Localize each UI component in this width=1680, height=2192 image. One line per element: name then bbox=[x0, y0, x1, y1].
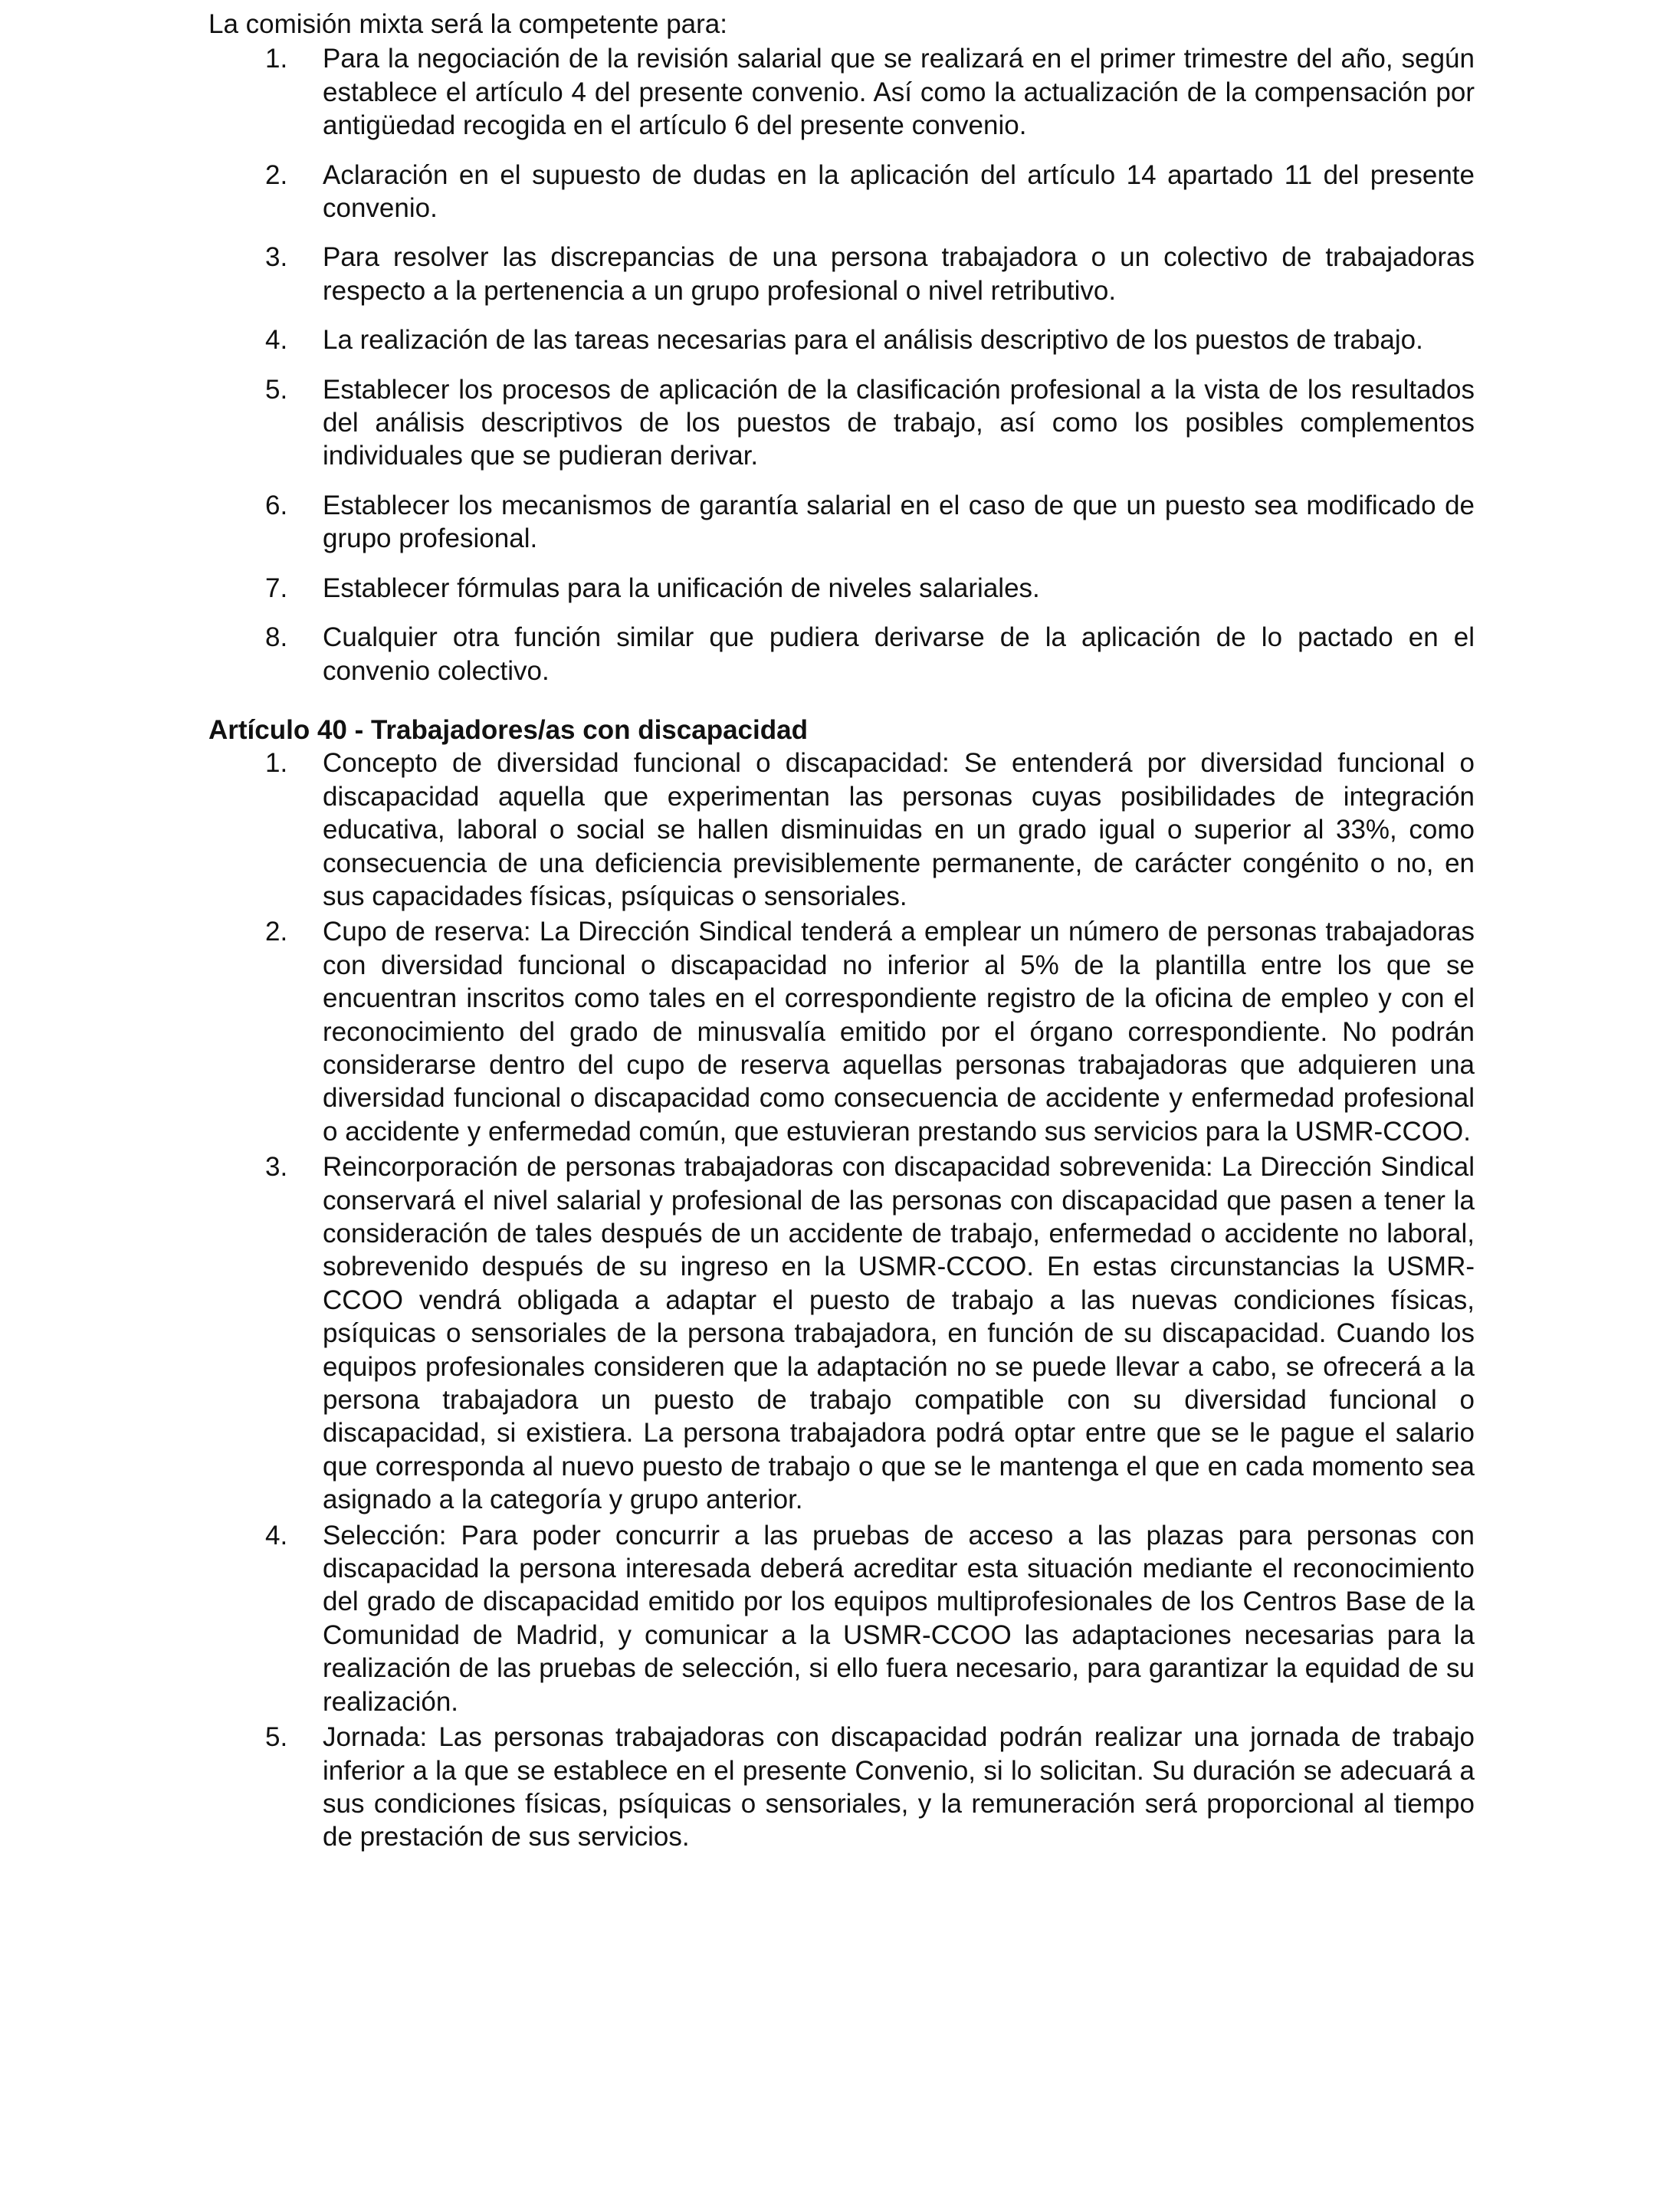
list-item-number: 2. bbox=[265, 159, 288, 190]
document-body bbox=[208, 8, 1475, 1856]
list-item-text: Cupo de reserva: La Dirección Sindical tenderá a emplear un número de personas trabajadoras con diversidad funcional o discapacidad no inferior al 5% de la plantilla entre los que se encuentran inscritos como tales en el correspondiente registro de la oficina de empleo y con el reconocimiento del grado de minusvalía emitido por el órgano correspondiente. No podrán considerarse dentro del cupo de reserva aquellas personas trabajadoras que adquieren una diversidad funcional o discapacidad como consecuencia de accidente y enfermedad profesional o accidente y enfermedad común, que estuvieran prestando sus servicios para la USMR-CCOO. bbox=[323, 917, 1475, 1147]
list-item-text: Establecer fórmulas para la unificación de niveles salariales. bbox=[323, 573, 1040, 603]
list-item bbox=[208, 373, 1475, 473]
list-item bbox=[208, 621, 1475, 687]
list-item-text: Establecer los mecanismos de garantía salarial en el caso de que un puesto sea modificado de grupo profesional. bbox=[323, 490, 1475, 554]
list-item-number: 6. bbox=[265, 490, 288, 520]
list-item-number: 4. bbox=[265, 1520, 288, 1550]
list-item-text: Para resolver las discrepancias de una persona trabajadora o un colectivo de trabajadoras respecto a la pertenencia a un grupo profesional o nivel retributivo. bbox=[323, 242, 1475, 306]
list-item bbox=[208, 489, 1475, 556]
list-item bbox=[208, 1150, 1475, 1516]
list-item-text: Reincorporación de personas trabajadoras con discapacidad sobrevenida: La Dirección Sindical conservará el nivel salarial y profesional de las personas con discapacidad que pasen a tener la consideración de tales después de un accidente de trabajo, enfermedad o accidente no laboral, sobrevenido después de su ingreso en la USMR-CCOO. En estas circunstancias la USMR-CCOO vendrá obligada a adaptar el puesto de trabajo a las nuevas condiciones físicas, psíquicas o sensoriales de la persona trabajadora, en función de su discapacidad. Cuando los equipos profesionales consideren que la adaptación no se puede llevar a cabo, se ofrecerá a la persona trabajadora un puesto de trabajo compatible con su diversidad funcional o discapacidad, si existiera. La persona trabajadora podrá optar entre que se le pague el salario que corresponda al nuevo puesto de trabajo o que se le mantenga el que en cada momento sea asignado a la categoría y grupo anterior. bbox=[323, 1152, 1475, 1515]
list-item bbox=[208, 323, 1475, 356]
list-item-text: La realización de las tareas necesarias para el análisis descriptivo de los puestos de trabajo. bbox=[323, 325, 1423, 356]
list-item-text: Aclaración en el supuesto de dudas en la aplicación del artículo 14 apartado 11 del presente convenio. bbox=[323, 159, 1475, 224]
list-item-number: 7. bbox=[265, 573, 288, 603]
disability-provisions-list bbox=[208, 747, 1475, 1853]
list-item bbox=[208, 1519, 1475, 1718]
list-item-number: 3. bbox=[265, 1152, 288, 1183]
list-item bbox=[208, 42, 1475, 142]
commission-duties-list bbox=[208, 42, 1475, 687]
intro-paragraph: La comisión mixta será la competente para: bbox=[208, 9, 727, 39]
list-item-text: Selección: Para poder concurrir a las pruebas de acceso a las plazas para personas con discapacidad la persona interesada deberá acreditar esta situación mediante el reconocimiento del grado de discapacidad emitido por los equipos multiprofesionales de los Centros Base de la Comunidad de Madrid, y comunicar a la USMR-CCOO las adaptaciones necesarias para la realización de las pruebas de selección, si ello fuera necesario, para garantizar la equidad de su realización. bbox=[323, 1520, 1475, 1717]
list-item-text: Para la negociación de la revisión salarial que se realizará en el primer trimestre del año, según establece el artículo 4 del presente convenio. Así como la actualización de la compensación por antigüedad recogida en el artículo 6 del presente convenio. bbox=[323, 44, 1475, 141]
list-item bbox=[208, 159, 1475, 225]
list-item-text: Concepto de diversidad funcional o discapacidad: Se entenderá por diversidad funcional o discapacidad aquella que experimentan las personas cuyas posibilidades de integración educativa, laboral o social se hallen disminuidas en un grado igual o superior al 33%, como consecuencia de una deficiencia previsiblemente permanente, de carácter congénito o no, en sus capacidades físicas, psíquicas o sensoriales. bbox=[323, 748, 1475, 911]
list-item-number: 8. bbox=[265, 622, 288, 653]
list-item bbox=[208, 1721, 1475, 1854]
list-item bbox=[208, 241, 1475, 307]
article-heading: Artículo 40 - Trabajadores/as con discapacidad bbox=[208, 714, 808, 745]
list-item-text: Jornada: Las personas trabajadoras con discapacidad podrán realizar una jornada de trabajo inferior a la que se establece en el presente Convenio, si lo solicitan. Su duración se adecuará a sus condiciones físicas, psíquicas o sensoriales, y la remuneración será proporcional al tiempo de prestación de sus servicios. bbox=[323, 1722, 1475, 1852]
list-item-number: 1. bbox=[265, 44, 288, 74]
list-item-number: 4. bbox=[265, 325, 288, 356]
list-item bbox=[208, 915, 1475, 1148]
list-item-number: 1. bbox=[265, 748, 288, 779]
list-item-number: 2. bbox=[265, 917, 288, 947]
list-item bbox=[208, 572, 1475, 605]
list-item bbox=[208, 747, 1475, 913]
list-item-number: 5. bbox=[265, 374, 288, 405]
list-item-number: 5. bbox=[265, 1722, 288, 1753]
list-item-text: Establecer los procesos de aplicación de la clasificación profesional a la vista de los resultados del análisis descriptivos de los puestos de trabajo, así como los posibles complementos individuales que se pudieran derivar. bbox=[323, 374, 1475, 471]
list-item-text: Cualquier otra función similar que pudiera derivarse de la aplicación de lo pactado en el convenio colectivo. bbox=[323, 622, 1475, 686]
list-item-number: 3. bbox=[265, 242, 288, 273]
